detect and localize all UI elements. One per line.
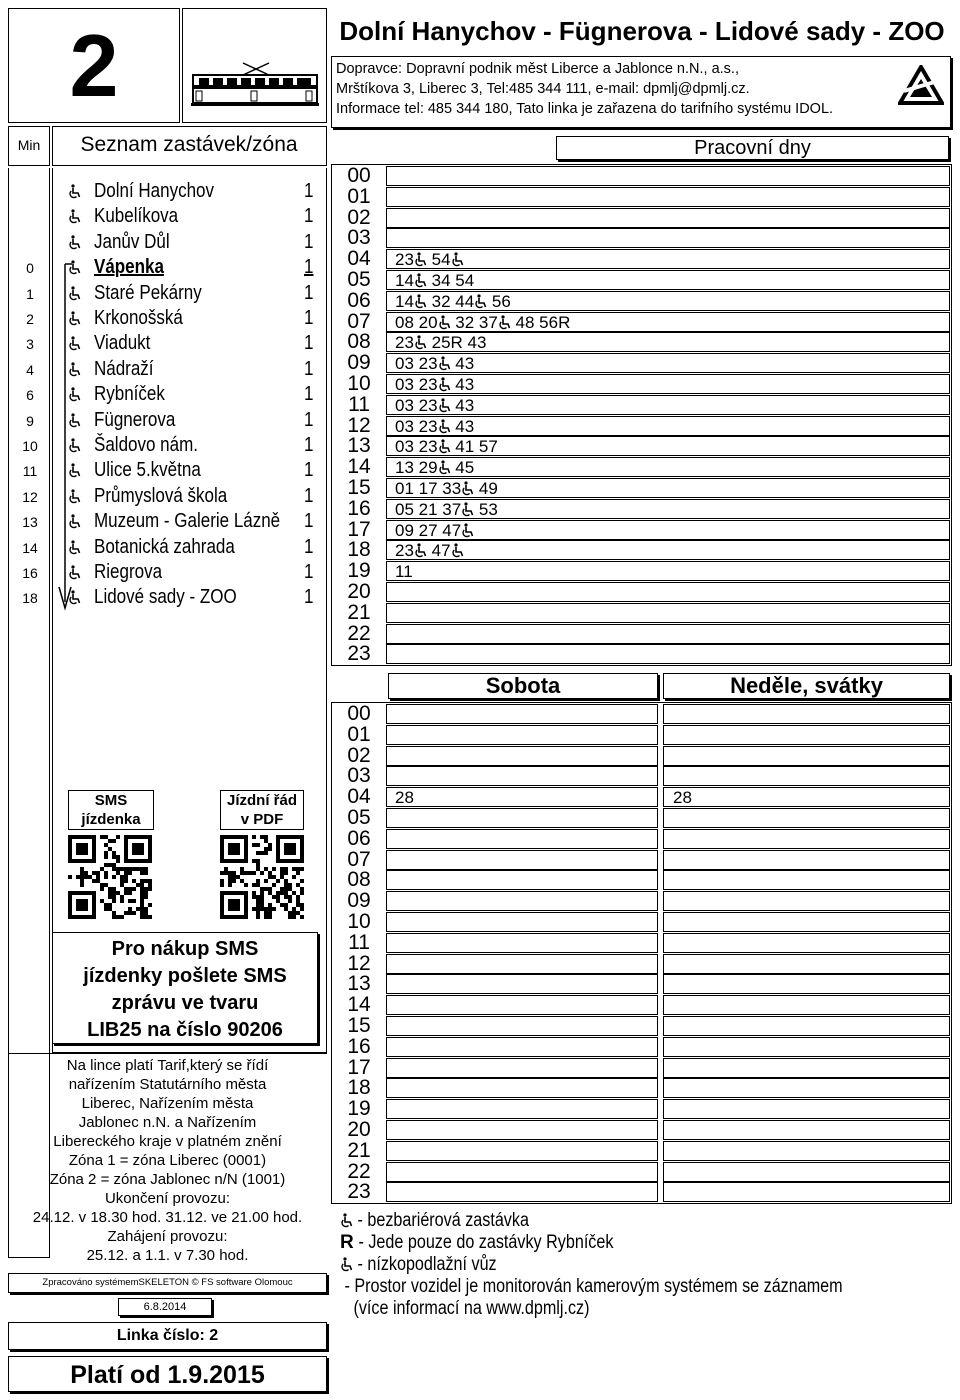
sunday-row xyxy=(663,746,950,766)
saturday-row xyxy=(386,704,658,724)
hour-label: 04 xyxy=(347,785,371,809)
saturday-row xyxy=(386,891,658,911)
stop-minutes: 18 xyxy=(22,590,38,607)
saturday-row xyxy=(386,870,658,890)
hour-label: 11 xyxy=(348,930,370,954)
departure-row xyxy=(386,249,950,269)
sunday-row xyxy=(663,870,950,890)
stop-minutes: 14 xyxy=(22,539,38,556)
saturday-row xyxy=(386,1162,658,1182)
stop-zone: 1 xyxy=(304,256,314,279)
stop-minutes: 9 xyxy=(26,412,34,429)
saturday-row xyxy=(386,995,658,1015)
tariff-line: Zóna 2 = zóna Jablonec n/N (1001) xyxy=(49,1171,286,1188)
saturday-row xyxy=(386,1141,658,1161)
tram-icon-box xyxy=(182,8,327,123)
departure-minutes: 23 54 xyxy=(395,250,464,270)
stop-name: Dolní Hanychov xyxy=(94,180,215,202)
stop-row xyxy=(0,205,330,230)
departure-minutes: 23 25R 43 xyxy=(395,333,487,353)
route-title: Dolní Hanychov - Fügnerova - Lidové sady - ZOO xyxy=(339,16,945,46)
hour-label: 03 xyxy=(347,764,371,788)
weekday-title: Pracovní dny xyxy=(556,136,949,160)
tariff-line: Ukončení provozu: xyxy=(104,1190,231,1207)
saturday-row xyxy=(386,1099,658,1119)
wheelchair-icon xyxy=(461,502,474,517)
tram-icon xyxy=(191,61,319,111)
hour-label: 19 xyxy=(347,1097,371,1121)
stop-name: Staré Pekárny xyxy=(94,281,202,304)
hour-label: 01 xyxy=(347,184,371,208)
departure-row xyxy=(386,208,950,228)
sms-line: LIB25 na číslo 90206 xyxy=(87,1019,283,1041)
wheelchair-icon xyxy=(414,273,427,288)
stop-minutes: 13 xyxy=(22,514,38,531)
sms-line: zprávu ve tvaru xyxy=(111,992,259,1014)
wheelchair-icon xyxy=(498,315,511,330)
stop-name: Kubelíkova xyxy=(94,205,179,228)
stop-zone: 1 xyxy=(304,484,314,507)
sunday-row xyxy=(663,1141,950,1161)
saturday-row xyxy=(386,912,658,932)
tariff-line: Libereckého kraje v platném znění xyxy=(53,1133,282,1150)
stop-name: Muzeum - Galerie Lázně xyxy=(94,510,281,533)
hour-label: 06 xyxy=(347,288,371,312)
departure-minutes: 03 23 43 xyxy=(395,354,475,374)
departure-row xyxy=(386,624,950,644)
hour-label: 22 xyxy=(347,1159,371,1183)
hour-label: 09 xyxy=(347,351,371,375)
hour-label: 02 xyxy=(347,205,371,229)
stop-row xyxy=(0,586,330,611)
departure-minutes: 05 21 37 53 xyxy=(395,499,498,519)
wheelchair-icon xyxy=(438,377,451,392)
sunday-row xyxy=(663,1182,950,1202)
hour-label: 05 xyxy=(347,806,371,829)
idol-logo-icon xyxy=(898,65,944,105)
departure-minutes: 03 23 43 xyxy=(395,375,475,394)
tariff-line: 25.12. a 1.1. v 7.30 hod. xyxy=(86,1247,249,1264)
hour-label: 07 xyxy=(347,309,371,333)
legend-item: - bezbariérová zastávka xyxy=(340,1210,560,1232)
stops-title-box xyxy=(52,126,327,166)
sunday-row xyxy=(663,725,950,745)
departure-minutes: 14 34 54 xyxy=(395,271,475,290)
saturday-row xyxy=(386,954,658,974)
hour-label: 12 xyxy=(347,413,371,437)
departure-minutes: 13 29 45 xyxy=(395,458,475,478)
stop-minutes: 6 xyxy=(26,387,34,404)
wheelchair-icon xyxy=(340,1257,353,1272)
saturday-departure: 28 xyxy=(395,788,414,808)
wheelchair-icon xyxy=(461,523,474,538)
wheelchair-icon xyxy=(68,184,81,199)
departure-minutes: 09 27 47 xyxy=(395,521,474,541)
sunday-row xyxy=(663,933,950,953)
hour-label: 08 xyxy=(347,868,371,892)
hour-label: 15 xyxy=(347,476,371,499)
saturday-row xyxy=(386,1058,658,1078)
legend-item: - nízkopodlažní vůz xyxy=(340,1254,522,1276)
stop-row xyxy=(0,459,330,484)
hour-label: 21 xyxy=(347,1138,371,1162)
wheelchair-icon xyxy=(68,209,81,224)
sunday-title: Neděle, svátky xyxy=(663,673,950,699)
stop-name: Ulice 5.května xyxy=(94,459,201,482)
saturday-row xyxy=(386,850,658,870)
wheelchair-icon xyxy=(414,252,427,267)
hour-label: 09 xyxy=(347,889,371,913)
stop-name: Lidové sady - ZOO xyxy=(94,586,237,609)
saturday-row xyxy=(386,766,658,786)
stop-row xyxy=(0,358,330,383)
stop-row xyxy=(0,282,330,307)
hour-label: 14 xyxy=(347,455,371,479)
stop-row xyxy=(0,231,330,256)
stop-name: Nádraží xyxy=(94,357,154,380)
stop-zone: 1 xyxy=(304,307,314,329)
sunday-row xyxy=(663,891,950,911)
tariff-line: Zahájení provozu: xyxy=(107,1228,228,1245)
saturday-row xyxy=(386,808,658,828)
departure-row xyxy=(386,582,950,602)
saturday-row xyxy=(386,974,658,994)
stop-minutes: 10 xyxy=(22,438,38,454)
sms-line: jízdenky pošlete SMS xyxy=(83,965,287,987)
sms-line: Pro nákup SMS xyxy=(111,938,259,960)
hour-label: 00 xyxy=(347,164,371,187)
sunday-row xyxy=(663,954,950,974)
hour-label: 01 xyxy=(347,722,371,746)
hour-label: 18 xyxy=(347,538,371,562)
hour-label: 10 xyxy=(347,372,371,395)
saturday-row xyxy=(386,1120,658,1140)
line-number: 2 xyxy=(69,16,119,115)
departure-minutes: 03 23 41 57 xyxy=(395,437,498,457)
hour-label: 10 xyxy=(347,910,371,933)
hour-label: 04 xyxy=(347,247,371,271)
hour-label: 12 xyxy=(347,951,371,975)
wheelchair-icon xyxy=(414,294,427,309)
wheelchair-icon xyxy=(68,235,81,250)
hour-label: 20 xyxy=(347,1118,371,1141)
direction-arrow-icon xyxy=(58,262,72,612)
departure-minutes: 14 32 44 56 xyxy=(395,291,511,311)
stop-zone: 1 xyxy=(304,332,314,355)
wheelchair-icon xyxy=(414,335,427,350)
sunday-row xyxy=(663,1016,950,1036)
stop-name: Janův Důl xyxy=(94,230,170,253)
sms-purchase-box xyxy=(52,932,318,1044)
hour-label: 16 xyxy=(347,496,371,520)
sunday-row xyxy=(663,974,950,994)
operator-line: Mrštíkova 3, Liberec 3, Tel:485 344 111, e-mail: dpmlj@dpmlj.cz. xyxy=(336,81,750,97)
stop-row xyxy=(0,383,330,408)
sunday-row xyxy=(663,1162,950,1182)
stop-zone: 1 xyxy=(304,459,314,482)
saturday-row xyxy=(386,725,658,745)
sunday-row xyxy=(663,787,950,807)
stop-row xyxy=(0,485,330,510)
departure-row xyxy=(386,540,950,560)
hour-label: 21 xyxy=(347,600,371,624)
stop-minutes: 2 xyxy=(26,311,34,327)
stop-row xyxy=(0,256,330,281)
departure-row xyxy=(386,644,950,664)
wheelchair-icon xyxy=(414,543,427,558)
wheelchair-icon xyxy=(438,315,451,330)
tariff-line: 24.12. v 18.30 hod. 31.12. ve 21.00 hod. xyxy=(32,1209,303,1226)
software-credit: Zpracováno systémemSKELETON © FS software Olomouc xyxy=(8,1273,327,1293)
departure-minutes: 03 23 43 xyxy=(395,395,475,415)
stop-name: Průmyslová škola xyxy=(94,484,228,507)
sunday-row xyxy=(663,850,950,870)
tariff-info xyxy=(8,1053,327,1263)
stop-name: Šaldovo nám. xyxy=(94,434,198,456)
hour-label: 11 xyxy=(348,392,370,416)
stop-minutes: 12 xyxy=(22,488,38,505)
hour-label: 03 xyxy=(347,226,371,250)
sms-qr-code-icon[interactable] xyxy=(68,835,152,919)
departure-minutes: 11 xyxy=(395,562,413,582)
stop-zone: 1 xyxy=(304,561,314,583)
stop-name: Riegrova xyxy=(94,561,163,583)
wheelchair-icon xyxy=(451,252,464,267)
stop-zone: 1 xyxy=(304,510,314,533)
saturday-row xyxy=(386,1016,658,1036)
line-number-box xyxy=(8,8,180,123)
stop-zone: 1 xyxy=(304,586,314,609)
sunday-row xyxy=(663,1058,950,1078)
stop-zone: 1 xyxy=(304,357,314,380)
stop-zone: 1 xyxy=(304,434,314,456)
departure-row xyxy=(386,166,950,186)
wheelchair-icon xyxy=(438,419,451,434)
stop-zone: 1 xyxy=(304,535,314,558)
stop-minutes: 11 xyxy=(22,463,38,480)
stop-minutes: 0 xyxy=(26,260,34,277)
stop-name: Viadukt xyxy=(94,332,151,355)
stop-zone: 1 xyxy=(304,230,314,253)
stop-row xyxy=(0,409,330,434)
hour-label: 19 xyxy=(347,559,371,583)
legend-item: R - Jede pouze do zastávky Rybníček xyxy=(340,1232,614,1253)
stop-name: Vápenka xyxy=(94,256,164,279)
wheelchair-icon xyxy=(461,481,474,496)
sunday-row xyxy=(663,1078,950,1098)
departure-row xyxy=(386,603,950,623)
saturday-row xyxy=(386,787,658,807)
departure-minutes: 08 20 32 37 48 56R xyxy=(395,312,571,332)
tariff-line: nařízením Statutárního města xyxy=(68,1076,267,1093)
wheelchair-icon xyxy=(438,356,451,371)
hour-label: 16 xyxy=(347,1034,371,1058)
sunday-row xyxy=(663,808,950,828)
operator-line: Dopravce: Dopravní podnik měst Liberce a Jablonce n.N., a.s., xyxy=(336,61,739,77)
operator-box xyxy=(331,56,951,128)
tariff-line: Jablonec n.N. a Nařízením xyxy=(78,1114,257,1131)
hour-label: 22 xyxy=(347,621,371,645)
stop-minutes: 16 xyxy=(22,565,38,581)
stop-name: Fügnerova xyxy=(94,408,176,431)
stop-name: Krkonošská xyxy=(94,307,183,329)
tariff-line: Na lince platí Tarif,který se řídí xyxy=(66,1057,269,1074)
saturday-row xyxy=(386,933,658,953)
saturday-row xyxy=(386,829,658,849)
wheelchair-icon xyxy=(340,1213,353,1228)
hour-label: 23 xyxy=(347,642,371,666)
hour-label: 05 xyxy=(347,268,371,291)
hour-label: 23 xyxy=(347,1180,371,1204)
stop-minutes: 4 xyxy=(26,361,34,378)
sunday-row xyxy=(663,766,950,786)
stop-name: Rybníček xyxy=(94,383,165,406)
sunday-row xyxy=(663,1099,950,1119)
saturday-row xyxy=(386,1182,658,1202)
hour-label: 20 xyxy=(347,580,371,603)
valid-from: Platí od 1.9.2015 xyxy=(8,1356,327,1392)
stop-zone: 1 xyxy=(304,205,314,228)
sunday-row xyxy=(663,1120,950,1140)
stop-row xyxy=(0,510,330,535)
hour-label: 13 xyxy=(347,434,371,458)
stop-row xyxy=(0,307,330,332)
hour-label: 02 xyxy=(347,743,371,767)
wheelchair-icon xyxy=(474,294,487,309)
hour-label: 18 xyxy=(347,1076,371,1100)
departure-row xyxy=(386,228,950,248)
legend-item: - Prostor vozidel je monitorován kamerovým systémem se záznamem xyxy=(340,1276,843,1297)
saturday-title: Sobota xyxy=(388,673,658,699)
pdf-qr-code-icon[interactable] xyxy=(220,835,304,919)
stop-minutes: 1 xyxy=(26,285,34,302)
departure-row xyxy=(386,187,950,207)
stop-row xyxy=(0,561,330,586)
hour-label: 17 xyxy=(347,517,371,541)
sms-ticket-label: SMS jízdenka xyxy=(68,790,154,830)
stop-zone: 1 xyxy=(304,383,314,406)
stop-row xyxy=(0,180,330,205)
departure-minutes: 01 17 33 49 xyxy=(395,479,498,498)
wheelchair-icon xyxy=(438,439,451,454)
legend-item: (více informací na www.dpmlj.cz) xyxy=(340,1298,590,1319)
hour-label: 08 xyxy=(347,330,371,354)
hour-label: 14 xyxy=(347,993,371,1017)
stop-zone: 1 xyxy=(304,408,314,431)
wheelchair-icon xyxy=(451,543,464,558)
issue-date: 6.8.2014 xyxy=(118,1298,212,1316)
hour-label: 17 xyxy=(347,1055,371,1079)
sunday-row xyxy=(663,704,950,724)
hour-label: 00 xyxy=(347,702,371,725)
departure-minutes: 23 47 xyxy=(395,541,464,561)
hour-label: 06 xyxy=(347,826,371,850)
sunday-row xyxy=(663,912,950,932)
tariff-line: Zóna 1 = zóna Liberec (0001) xyxy=(68,1152,267,1169)
sunday-row xyxy=(663,1037,950,1057)
departure-row xyxy=(386,561,950,581)
tariff-line: Liberec, Nařízením města xyxy=(81,1095,254,1112)
saturday-row xyxy=(386,1037,658,1057)
operator-line: Informace tel: 485 344 180, Tato linka je zařazena do tarifního systému IDOL. xyxy=(336,101,834,117)
stop-row xyxy=(0,536,330,561)
stop-row xyxy=(0,434,330,459)
min-header: Min xyxy=(8,126,50,166)
sunday-departure: 28 xyxy=(673,788,692,808)
wheelchair-icon xyxy=(438,460,451,475)
hour-label: 15 xyxy=(347,1014,371,1037)
hour-label: 13 xyxy=(347,972,371,996)
hour-label: 07 xyxy=(347,847,371,871)
sunday-row xyxy=(663,995,950,1015)
saturday-row xyxy=(386,1078,658,1098)
stop-zone: 1 xyxy=(304,180,314,202)
stop-row xyxy=(0,332,330,357)
stops-title: Seznam zastávek/zóna xyxy=(80,133,298,156)
stop-zone: 1 xyxy=(304,281,314,304)
line-number-label: Linka číslo: 2 xyxy=(8,1322,327,1350)
sunday-row xyxy=(663,829,950,849)
saturday-row xyxy=(386,746,658,766)
departure-minutes: 03 23 43 xyxy=(395,416,475,436)
stop-name: Botanická zahrada xyxy=(94,535,235,558)
wheelchair-icon xyxy=(438,398,451,413)
pdf-timetable-label: Jízdní řád v PDF xyxy=(220,790,304,830)
stop-minutes: 3 xyxy=(26,336,34,353)
